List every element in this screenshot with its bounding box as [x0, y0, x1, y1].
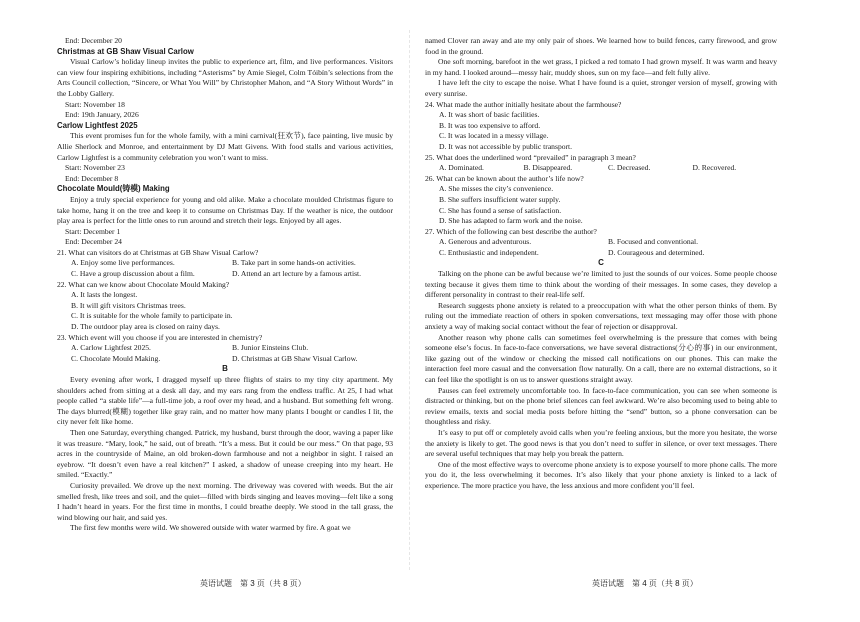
option: B. Take part in some hands-on activities. — [232, 258, 356, 268]
option: D. Attend an art lecture by a famous artist. — [232, 269, 362, 279]
event-start-date: Start: December 1 — [65, 226, 121, 236]
event-end-date: End: 19th January, 2026 — [65, 110, 139, 120]
option-row — [425, 163, 777, 174]
option: B. Focused and conventional. — [608, 237, 699, 247]
option: C. Decreased. — [608, 163, 651, 173]
option: B. It will gift visitors Christmas trees. — [71, 300, 186, 310]
question-24: 24. What made the author initially hesitate about the farmhouse? — [425, 99, 622, 109]
event-title: Carlow Lightfest 2025 — [57, 120, 138, 130]
passage-paragraph: One of the most effective ways to overcome phone anxiety is to expose yourself to more phone calls. The more you do it, the less overwhelming it becomes. It’s also likely that your phone anxiety is linked to a lack of experience. The more practice you have, the less anxious and more confident you’ll feel. — [425, 459, 777, 490]
option: C. Have a group discussion about a film. — [71, 269, 195, 279]
option: C. Chocolate Mould Making. — [71, 353, 161, 363]
passage-paragraph: Then one Saturday, everything changed. Patrick, my husband, burst through the door, waving a paper like it was treasure. “Mary, look,” he said, out of breath. “It’s a mess. But it could be our mess.” On that page, 93 acres in the countryside of Maine, an old broken-down farmhouse and not a neighbor in sight. I raised an eyebrow. “It doesn’t even have a real kitchen?” I asked, a shadow of unease creeping into my heart. He smiled. “Exactly.” — [57, 427, 393, 480]
question-27: 27. Which of the following can best describe the author? — [425, 226, 597, 236]
question-23: 23. Which event will you choose if you are interested in chemistry? — [57, 332, 263, 342]
passage-paragraph: named Clover ran away and ate my only pair of shoes. We learned how to build fences, carry firewood, and grow food in the ground. — [425, 36, 777, 56]
option: A. Generous and adventurous. — [439, 237, 532, 247]
option: A. It was short of basic facilities. — [439, 110, 540, 120]
question-26: 26. What can be known about the author’s life now? — [425, 173, 584, 183]
option: A. Dominated. — [439, 163, 484, 173]
option: B. It was too expensive to afford. — [439, 120, 541, 130]
option: A. She misses the city’s convenience. — [439, 184, 554, 194]
passage-paragraph: Another reason why phone calls can sometimes feel overwhelming is the pressure that comes with being someone else’s focus. In face-to-face conversations, we have several distractions(分心的事) in our environment, like gazing out of the window or checking the missed call notifications on our phones. This can make the interaction feel more casual and the conversation flow naturally. On a call, there are no external distractions, so it can feel like the spotlight is on us to answer questions straight away. — [425, 332, 777, 384]
option: D. It was not accessible by public transport. — [439, 141, 573, 151]
event-title: Christmas at GB Shaw Visual Carlow — [57, 46, 194, 56]
passage-paragraph: The first few months were wild. We showered outside with water warmed by fire. A goat we — [70, 523, 351, 533]
event-description: This event promises fun for the whole family, with a mini carnival(狂欢节), face painting, live music by Allie Sherlock and Monroe, and entertainment by DJ Matt Givens. With food stalls and various activities, Carlow Lightfest is a community celebration you won’t want to miss. — [57, 131, 393, 162]
page-footer: 英语试题 第 3 页（共 8 页） — [200, 579, 306, 588]
option: B. Junior Einsteins Club. — [232, 343, 309, 353]
question-25: 25. What does the underlined word “prevailed” in paragraph 3 mean? — [425, 152, 636, 162]
option-row — [57, 354, 393, 365]
passage-paragraph: One soft morning, barefoot in the wet grass, I picked a red tomato I had grown myself. It was warm and heavy in my hand. I looked around—messy hair, muddy shoes, sun on my face—and felt fully alive. — [425, 57, 777, 77]
option: C. It is suitable for the whole family to participate in. — [71, 311, 233, 321]
passage-paragraph: Curiosity prevailed. We drove up the next morning. The driveway was covered with weeds. But the air smelled fresh, like trees and soil, and the quiet—filled with birds singing and leaves moving—felt like a song I hadn’t heard in years. For the first time in months, I could breathe deeply. We stood in the tall grass, the wind blowing our hair, and said yes. — [57, 480, 393, 522]
question-21: 21. What can visitors do at Christmas at GB Shaw Visual Carlow? — [57, 247, 259, 257]
option: B. She suffers insufficient water supply. — [439, 194, 561, 204]
passage-paragraph: It’s easy to put off or completely avoid calls when you’re feeling anxious, but the more you hesitate, the worse the anxiety is likely to get. The good news is that you don’t need to suffer in silence, or over text messages. There are several useful techniques that may help you break the pattern. — [425, 427, 777, 459]
option: A. Carlow Lightfest 2025. — [71, 343, 151, 353]
passage-paragraph: Talking on the phone can be awful because we’re limited to just the sounds of our voices. Some people choose texting because it gives them time to think about the wording of their messages. In some cases, they develop a different personality in contrast to their real-life self. — [425, 269, 777, 300]
page-footer: 英语试题 第 4 页（共 8 页） — [592, 579, 698, 588]
option-row — [57, 343, 393, 354]
section-b-heading: B — [222, 364, 228, 374]
passage-paragraph: I have left the city to escape the noise. What I have found is a quiet, stronger version of myself, growing with every sunrise. — [425, 78, 777, 98]
left-page-column — [57, 36, 393, 534]
event-start-date: Start: November 18 — [65, 99, 125, 109]
event-description: Visual Carlow’s holiday lineup invites the public to experience art, film, and live performances. Visitors can view four inspiring exhibitions, including “Asterisms” by Amie Siegel, Colm Tóibín’s selections from the Arts Council collection, “Sincere, or What You Will” by Christopher Mahon, and “A Story Without Words” in the Lobby Gallery. — [57, 57, 393, 98]
option: D. Recovered. — [692, 163, 737, 173]
option: A. Enjoy some live performances. — [71, 258, 175, 268]
right-page-column — [425, 36, 777, 492]
page-divider — [409, 30, 410, 570]
event-title: Chocolate Mould(铸模) Making — [57, 184, 170, 194]
option: D. Courageous and determined. — [608, 247, 705, 257]
event-start-date: Start: November 23 — [65, 163, 125, 173]
option: C. It was located in a messy village. — [439, 131, 549, 141]
event-end-date: End: December 20 — [65, 36, 122, 45]
option: D. The outdoor play area is closed on rainy days. — [71, 322, 220, 332]
option: A. It lasts the longest. — [71, 290, 138, 300]
option-row — [425, 248, 777, 259]
option: B. Disappeared. — [523, 163, 573, 173]
option-row — [425, 237, 777, 248]
option: C. She has found a sense of satisfaction. — [439, 205, 562, 215]
passage-paragraph: Pauses can feel extremely uncomfortable too. In face-to-face communication, you can see when someone is distracted or thinking, but on the phone brief silences can feel awkward. We’re also becoming used to being able to review emails, texts and social media posts before hitting the “send” button, so a phone conversation can be thoughtless and risky. — [425, 385, 777, 427]
option: C. Enthusiastic and independent. — [439, 247, 539, 257]
option: D. Christmas at GB Shaw Visual Carlow. — [232, 353, 358, 363]
option-row — [57, 258, 393, 269]
passage-paragraph: Every evening after work, I dragged myself up three flights of stairs to my tiny city apartment. My shoulders ached from sitting at a desk all day, and my ears rang from the endless traffic. At 25, I had what people called “a stable life”—a full-time job, a roof over my head, and a husband. But something felt wrong. The days blurred(模糊) together like gray rain, and no matter how many plants I bought or candles I lit, the city never felt like home. — [57, 375, 393, 427]
passage-paragraph: Research suggests phone anxiety is related to a preoccupation with what the other person thinks of them. By ruling out the immediate reaction of others in spoken conversations, text messaging may offer those with phone anxiety a way of making social contact without the fear of rejection or disapproval. — [425, 300, 777, 332]
section-c-heading: C — [598, 258, 604, 268]
question-22: 22. What can we know about Chocolate Mould Making? — [57, 279, 230, 289]
option: D. She has adapted to farm work and the noise. — [439, 216, 583, 226]
event-end-date: End: December 8 — [65, 173, 119, 183]
event-end-date: End: December 24 — [65, 237, 122, 247]
event-description: Enjoy a truly special experience for young and old alike. Make a chocolate moulded Christmas figure to take home, hang it on the tree and keep it to consume on Christmas Day. If the weather is nice, the outdoor play area is perfect for the little ones to run around and stretch their legs. Enjoyed by all ages. — [57, 194, 393, 226]
option-row — [57, 269, 393, 280]
